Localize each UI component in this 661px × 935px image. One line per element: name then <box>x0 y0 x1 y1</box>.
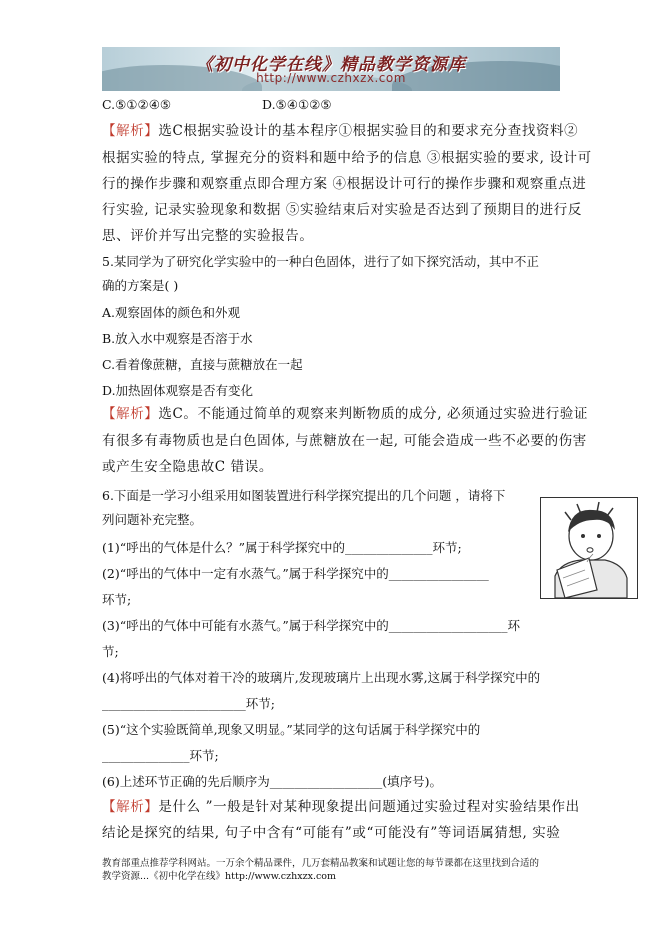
analysis-1-line-3: 行的操作步骤和观察重点即合理方案 ④根据设计可行的操作步骤和观察重点进 <box>102 176 587 192</box>
q6-item-5: (5)“这个实验既简单,现象又明显。”某同学的这句话属于科学探究中的 <box>102 722 481 737</box>
banner-title: 《初中化学在线》精品教学资源库 <box>196 55 466 75</box>
analysis-tag: 【解析】 <box>102 123 159 139</box>
analysis-2-line-3: 或产生安全隐患故C 错误。 <box>102 459 273 475</box>
q5-option-c: C.看着像蔗糖，直接与蔗糖放在一起 <box>102 357 303 372</box>
q5-stem-line-2: 确的方案是( ) <box>102 278 179 293</box>
analysis-1-line-5: 思、评价并写出完整的实验报告。 <box>102 228 314 244</box>
q6-item-6: (6)上述环节正确的先后顺序为__________________(填序号)。 <box>102 774 442 789</box>
analysis-2-line-1 <box>102 406 588 422</box>
footer-line-1: 教育部重点推荐学科网站。一万余个精品课件，几万套精品教案和试题让您的每节课都在这里找到合适的 <box>102 858 540 869</box>
option-d: D.⑤④①②⑤ <box>262 97 332 112</box>
q5-option-d: D.加热固体观察是否有变化 <box>102 383 254 398</box>
q5-option-a: A.观察固体的颜色和外观 <box>102 305 241 320</box>
analysis-2-line-2: 有很多有毒物质也是白色固体, 与蔗糖放在一起, 可能会造成一些不必要的伤害 <box>102 433 587 449</box>
q6-item-3-cont: 节; <box>102 644 119 659</box>
analysis-text: 是什么 ”一般是针对某种现象提出问题通过实验过程对实验结果作出 <box>158 799 580 815</box>
q6-item-4-cont: _______________________环节; <box>102 696 275 711</box>
analysis-1-line-2: 根据实验的特点, 掌握充分的资料和题中给予的信息 ③根据实验的要求, 设计可 <box>102 150 592 166</box>
options-cd-row <box>102 97 502 113</box>
q6-item-3: (3)“呼出的气体中可能有水蒸气。”属于科学探究中的___________________环 <box>102 618 520 633</box>
q6-stem-line-2: 列问题补充完整。 <box>102 512 203 527</box>
q5-option-b: B.放入水中观察是否溶于水 <box>102 331 253 346</box>
banner-url: http://www.czhxzx.com <box>256 71 406 85</box>
breathing-boy-illustration <box>540 497 638 599</box>
header-banner <box>102 47 560 91</box>
q6-stem-line-1: 6.下面是一学习小组采用如图装置进行科学探究提出的几个问题 ，请将下 <box>102 488 506 503</box>
analysis-3-line-2: 结论是探究的结果, 句子中含有“可能有”或“可能没有”等词语属猜想, 实验 <box>102 825 561 841</box>
analysis-1-line-1 <box>102 123 578 139</box>
analysis-3-line-1 <box>102 799 580 815</box>
analysis-tag: 【解析】 <box>102 406 159 422</box>
q6-item-2: (2)“呼出的气体中一定有水蒸气。”属于科学探究中的________________ <box>102 566 489 581</box>
option-c: C.⑤①②④⑤ <box>102 97 172 112</box>
footer-line-2: 教学资源...《初中化学在线》http://www.czhxzx.com <box>102 871 337 882</box>
analysis-tag: 【解析】 <box>102 799 159 815</box>
q5-stem-line-1: 5.某同学为了研究化学实验中的一种白色固体，进行了如下探究活动，其中不正 <box>102 254 539 269</box>
q6-item-1: (1)“呼出的气体是什么？”属于科学探究中的______________环节; <box>102 540 462 555</box>
analysis-text: 选C。不能通过简单的观察来判断物质的成分, 必须通过实验进行验证 <box>158 406 589 422</box>
q6-item-4: (4)将呼出的气体对着干冷的玻璃片,发现玻璃片上出现水雾,这属于科学探究中的 <box>102 670 541 685</box>
analysis-text: 选C根据实验设计的基本程序①根据实验目的和要求充分查找资料② <box>158 123 579 139</box>
page-footer <box>102 857 572 883</box>
q6-item-5-cont: ______________环节; <box>102 748 219 763</box>
q6-item-2-cont: 环节; <box>102 592 132 607</box>
analysis-1-line-4: 行实验, 记录实验现象和数据 ⑤实验结束后对实验是否达到了预期目的进行反 <box>102 202 582 218</box>
